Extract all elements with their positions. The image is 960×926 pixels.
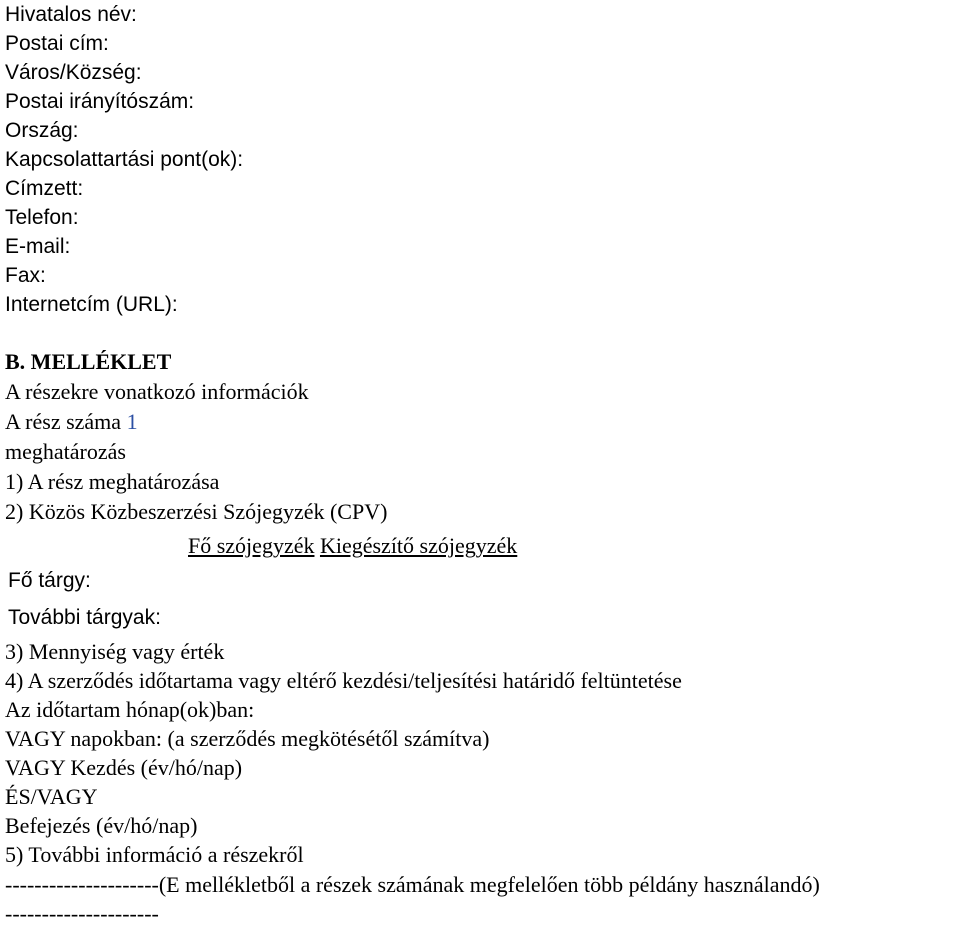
cpv-vocab-headers: [188, 534, 517, 558]
field-fax: Fax:: [5, 264, 46, 287]
field-contact-points: Kapcsolattartási pont(ok):: [5, 148, 244, 171]
part-number-value: 1: [126, 409, 138, 434]
item-3-quantity: 3) Mennyiség vagy érték: [5, 639, 225, 664]
field-email: E-mail:: [5, 235, 71, 258]
field-city: Város/Község:: [5, 61, 142, 84]
annex-subtitle: A részekre vonatkozó információk: [5, 379, 309, 404]
or-start-date: VAGY Kezdés (év/hó/nap): [5, 755, 243, 780]
part-number-label: A rész száma: [5, 409, 122, 434]
separator-note: ---------------------(E mellékletből a részek számának megfelelően több példány használandó): [5, 872, 820, 897]
field-postal-code: Postai irányítószám:: [5, 90, 195, 113]
separator-end: ---------------------: [5, 901, 159, 926]
definition-label: meghatározás: [5, 439, 126, 464]
end-date: Befejezés (év/hó/nap): [5, 813, 198, 838]
item-1-part-definition: 1) A rész meghatározása: [5, 469, 220, 494]
part-number-row: [5, 410, 138, 434]
field-addressee: Címzett:: [5, 177, 84, 200]
item-5-additional-info: 5) További információ a részekről: [5, 842, 304, 867]
additional-objects-label: További tárgyak:: [8, 606, 161, 629]
or-days: VAGY napokban: (a szerződés megkötésétől számítva): [5, 726, 490, 751]
item-2-cpv: 2) Közös Közbeszerzési Szójegyzék (CPV): [5, 499, 388, 524]
item-4-duration: 4) A szerződés időtartama vagy eltérő kezdési/teljesítési határidő feltüntetése: [5, 668, 682, 693]
field-country: Ország:: [5, 119, 79, 142]
cpv-supplementary-vocab-header: Kiegészítő szójegyzék: [319, 533, 518, 558]
cpv-main-vocab-header: Fő szójegyzék: [188, 533, 315, 558]
field-telephone: Telefon:: [5, 206, 79, 229]
duration-months: Az időtartam hónap(ok)ban:: [5, 697, 255, 722]
annex-heading: B. MELLÉKLET: [5, 349, 172, 374]
field-official-name: Hivatalos név:: [5, 3, 137, 26]
field-internet-address: Internetcím (URL):: [5, 293, 178, 316]
and-or: ÉS/VAGY: [5, 784, 98, 809]
field-postal-address: Postai cím:: [5, 32, 109, 55]
main-object-label: Fő tárgy:: [8, 569, 91, 592]
